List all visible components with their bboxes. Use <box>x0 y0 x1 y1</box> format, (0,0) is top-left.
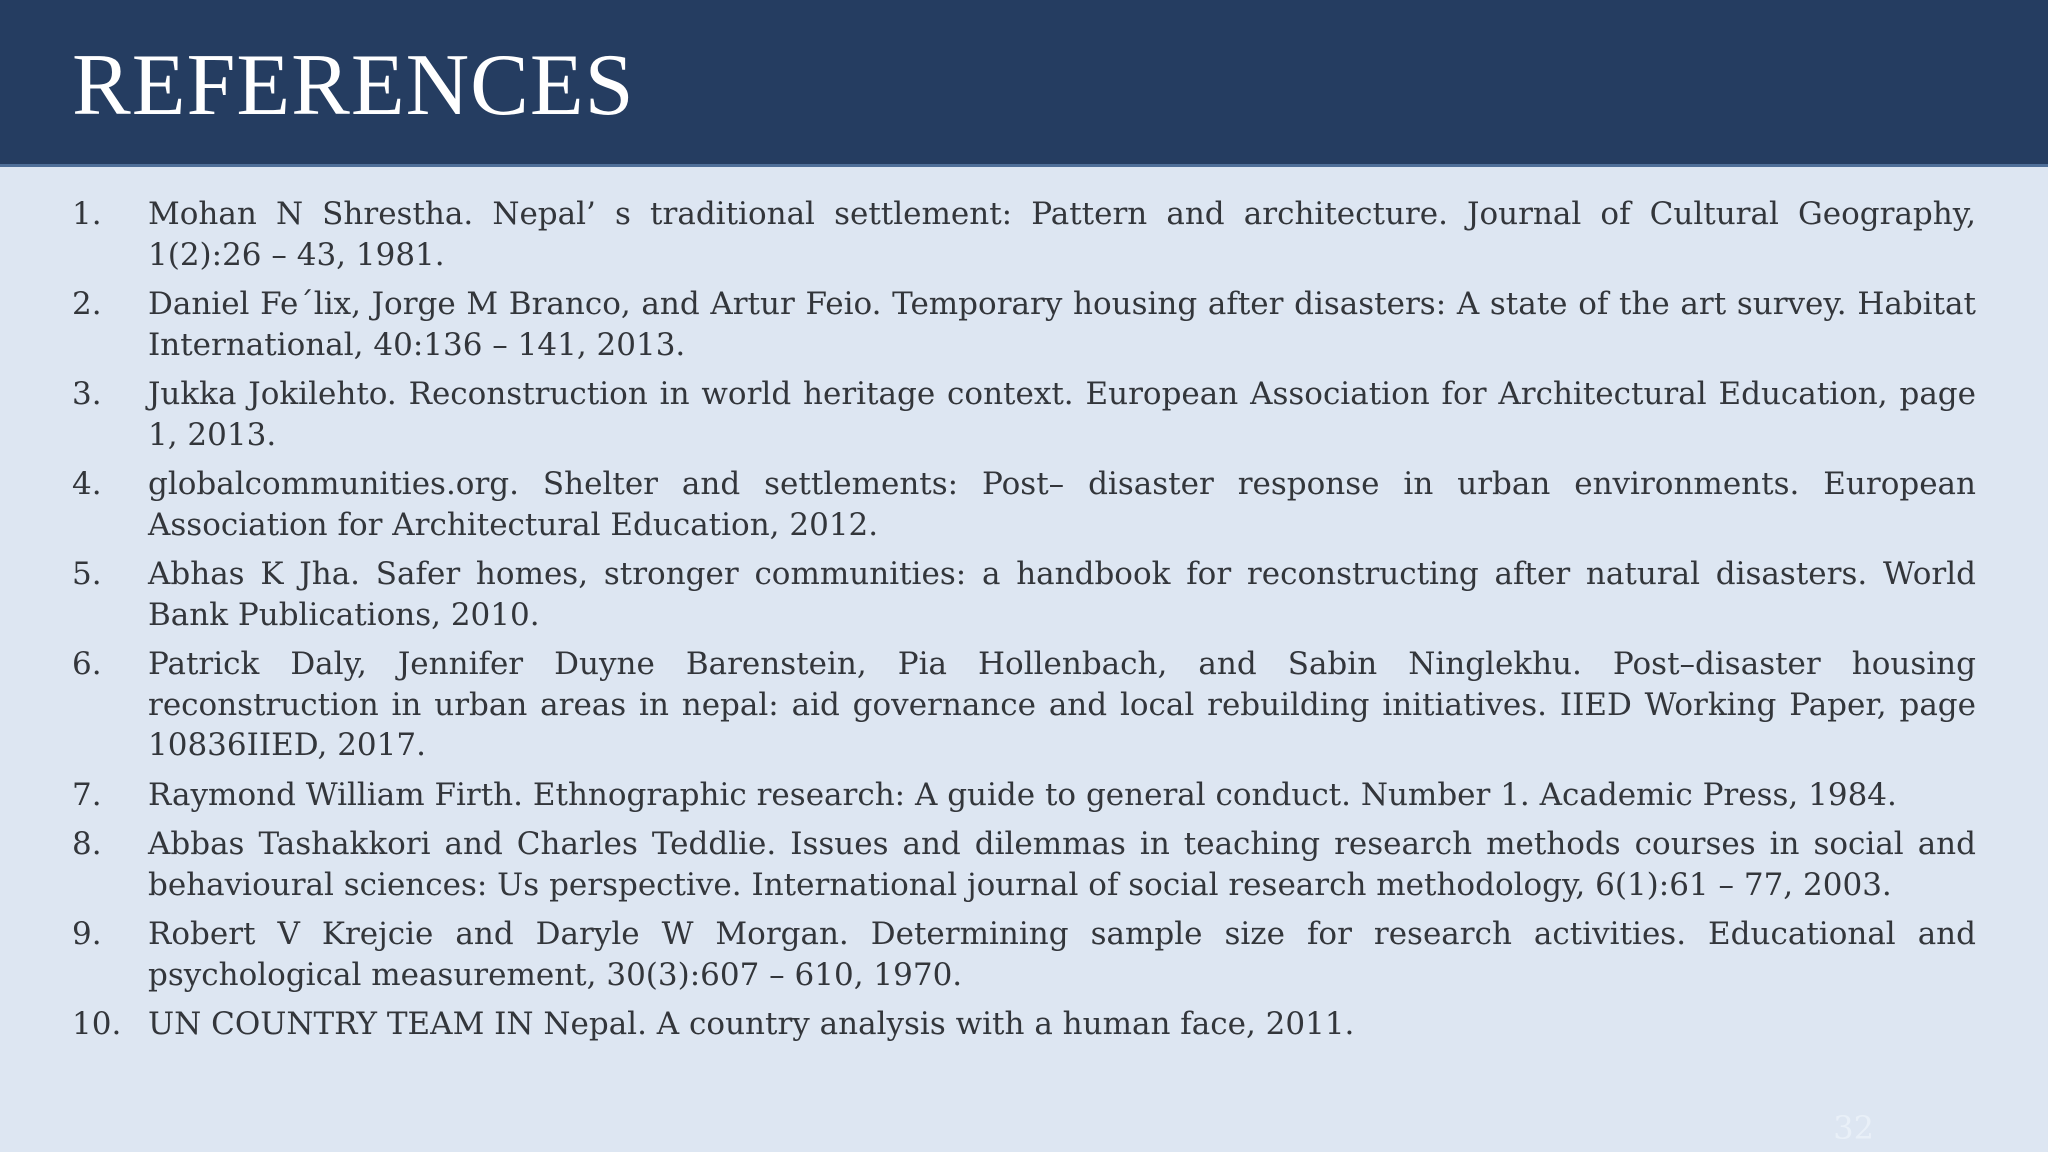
reference-text: UN COUNTRY TEAM IN Nepal. A country analysis with a human face, 2011. <box>148 1006 1355 1042</box>
reference-text: Patrick Daly, Jennifer Duyne Barenstein, Pia Hollenbach, and Sabin Ninglekhu. Post–disaster housing reconstruction in urban areas in nepal: aid governance and local rebuilding initiatives. IIED Working Paper, page 10836IIED, 2017. <box>148 646 1976 763</box>
reference-item-7 <box>72 775 1976 816</box>
reference-number: 1. <box>72 196 102 232</box>
reference-text: Jukka Jokilehto. Reconstruction in world heritage context. European Association for Architectural Education, page 1, 2013. <box>148 376 1976 453</box>
reference-text: Abbas Tashakkori and Charles Teddlie. Issues and dilemmas in teaching research methods courses in social and behavioural sciences: Us perspective. International journal of social research methodology, 6(1):61 – 77, 2003. <box>148 826 1976 903</box>
reference-item-3 <box>72 374 1976 455</box>
page-number: 32 <box>1833 1109 1874 1147</box>
references-list <box>72 194 1976 1054</box>
reference-item-10 <box>72 1004 1976 1045</box>
reference-item-5 <box>72 554 1976 635</box>
reference-number: 5. <box>72 556 102 592</box>
reference-number: 2. <box>72 286 102 322</box>
title-bar <box>0 0 2048 167</box>
reference-item-1 <box>72 194 1976 275</box>
reference-item-8 <box>72 824 1976 905</box>
reference-text: Daniel Fe´lix, Jorge M Branco, and Artur Feio. Temporary housing after disasters: A state of the art survey. Habitat International, 40:136 – 141, 2013. <box>148 286 1976 363</box>
reference-item-4 <box>72 464 1976 545</box>
reference-number: 8. <box>72 826 102 862</box>
reference-text: Abhas K Jha. Safer homes, stronger communities: a handbook for reconstructing after natural disasters. World Bank Publications, 2010. <box>148 556 1976 633</box>
reference-number: 3. <box>72 376 102 412</box>
reference-number: 9. <box>72 916 102 952</box>
slide-title: REFERENCES <box>72 37 635 134</box>
reference-text: Raymond William Firth. Ethnographic research: A guide to general conduct. Number 1. Academic Press, 1984. <box>148 776 1897 813</box>
reference-number: 6. <box>72 646 102 682</box>
reference-item-6 <box>72 644 1976 766</box>
reference-item-2 <box>72 284 1976 365</box>
reference-text: Robert V Krejcie and Daryle W Morgan. Determining sample size for research activities. Educational and psychological measurement, 30(3):607 – 610, 1970. <box>148 916 1976 993</box>
reference-number: 4. <box>72 466 102 502</box>
reference-item-9 <box>72 914 1976 995</box>
reference-number: 7. <box>72 776 102 813</box>
reference-text: globalcommunities.org. Shelter and settlements: Post– disaster response in urban environments. European Association for Architectural Education, 2012. <box>148 466 1976 543</box>
reference-number: 10. <box>72 1006 122 1042</box>
reference-text: Mohan N Shrestha. Nepal’ s traditional settlement: Pattern and architecture. Journal of Cultural Geography, 1(2):26 – 43, 1981. <box>148 196 1976 273</box>
